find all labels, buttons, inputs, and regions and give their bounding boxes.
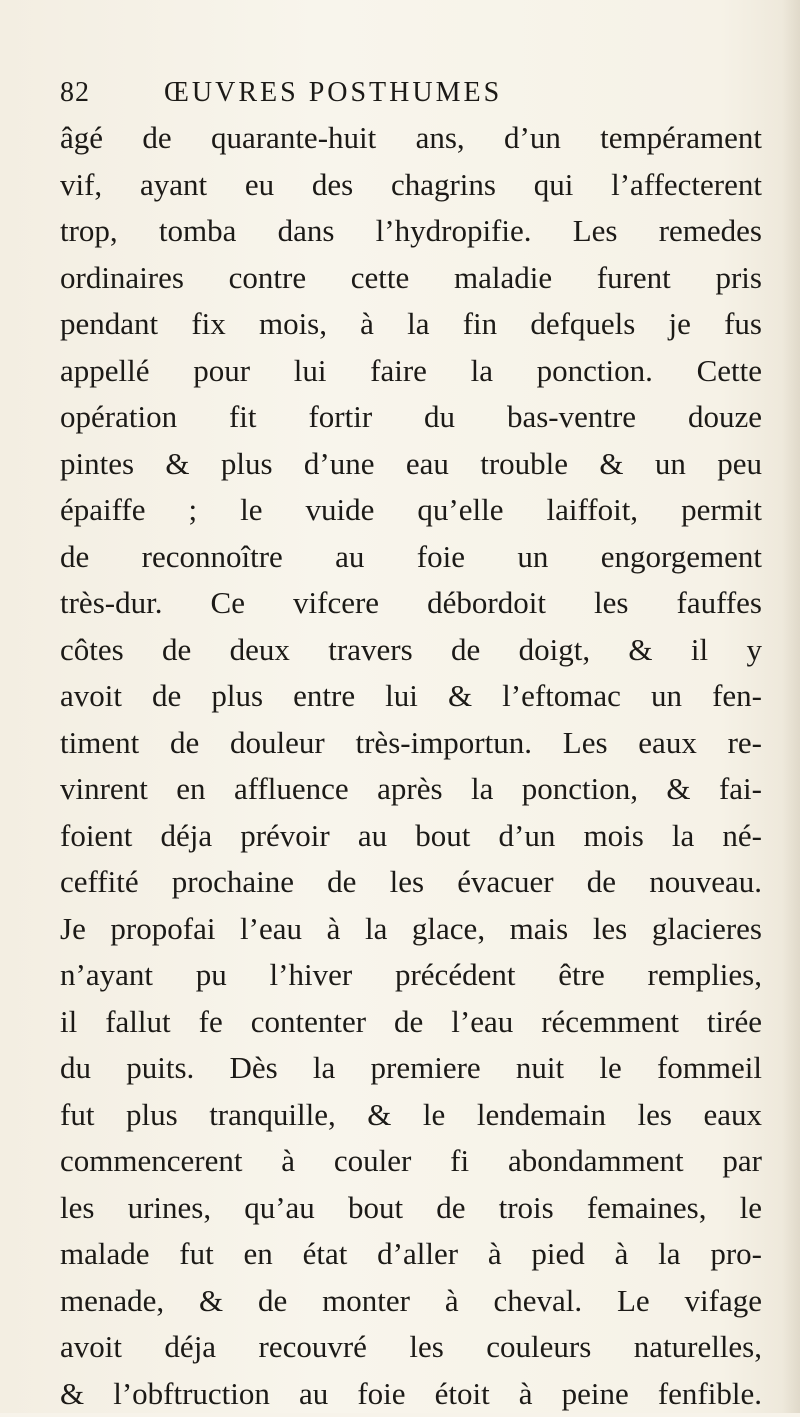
text-line: de reconnoître au foie un engorgement <box>60 534 762 581</box>
text-line: foient déja prévoir au bout d’un mois la né- <box>60 813 762 860</box>
text-line: fut plus tranquille, & le lendemain les eaux <box>60 1092 762 1139</box>
page-number: 82 <box>60 73 90 113</box>
body-text <box>60 115 762 1417</box>
text-line: très-dur. Ce vifcere débordoit les fauffes <box>60 580 762 627</box>
text-line: âgé de quarante-huit ans, d’un tempérament <box>60 115 762 162</box>
text-line: & l’obftruction au foie étoit à peine fenfible. <box>60 1371 762 1417</box>
text-line: du puits. Dès la premiere nuit le fommeil <box>60 1045 762 1092</box>
running-head <box>60 73 760 113</box>
text-line: avoit de plus entre lui & l’eftomac un fen- <box>60 673 762 720</box>
text-line: appellé pour lui faire la ponction. Cette <box>60 348 762 395</box>
text-line: vif, ayant eu des chagrins qui l’affecterent <box>60 162 762 209</box>
text-line: malade fut en état d’aller à pied à la pro- <box>60 1231 762 1278</box>
text-line: ceffité prochaine de les évacuer de nouveau. <box>60 859 762 906</box>
text-line: opération fit fortir du bas-ventre douze <box>60 394 762 441</box>
text-line: ordinaires contre cette maladie furent pris <box>60 255 762 302</box>
text-line: pintes & plus d’une eau trouble & un peu <box>60 441 762 488</box>
page-edge-shadow <box>782 0 800 1413</box>
text-line: menade, & de monter à cheval. Le vifage <box>60 1278 762 1325</box>
text-line: commencerent à couler fi abondamment par <box>60 1138 762 1185</box>
text-line: n’ayant pu l’hiver précédent être remplies, <box>60 952 762 999</box>
text-line: côtes de deux travers de doigt, & il y <box>60 627 762 674</box>
text-line: épaiffe ; le vuide qu’elle laiffoit, permit <box>60 487 762 534</box>
text-line: vinrent en affluence après la ponction, & fai- <box>60 766 762 813</box>
text-line: il fallut fe contenter de l’eau récemment tirée <box>60 999 762 1046</box>
text-line: Je propofai l’eau à la glace, mais les glacieres <box>60 906 762 953</box>
text-line: pendant fix mois, à la fin defquels je fus <box>60 301 762 348</box>
text-line: trop, tomba dans l’hydropifie. Les remedes <box>60 208 762 255</box>
running-title: ŒUVRES POSTHUMES <box>164 73 502 113</box>
text-line: timent de douleur très-importun. Les eaux re- <box>60 720 762 767</box>
text-line: les urines, qu’au bout de trois femaines, le <box>60 1185 762 1232</box>
text-line: avoit déja recouvré les couleurs naturelles, <box>60 1324 762 1371</box>
